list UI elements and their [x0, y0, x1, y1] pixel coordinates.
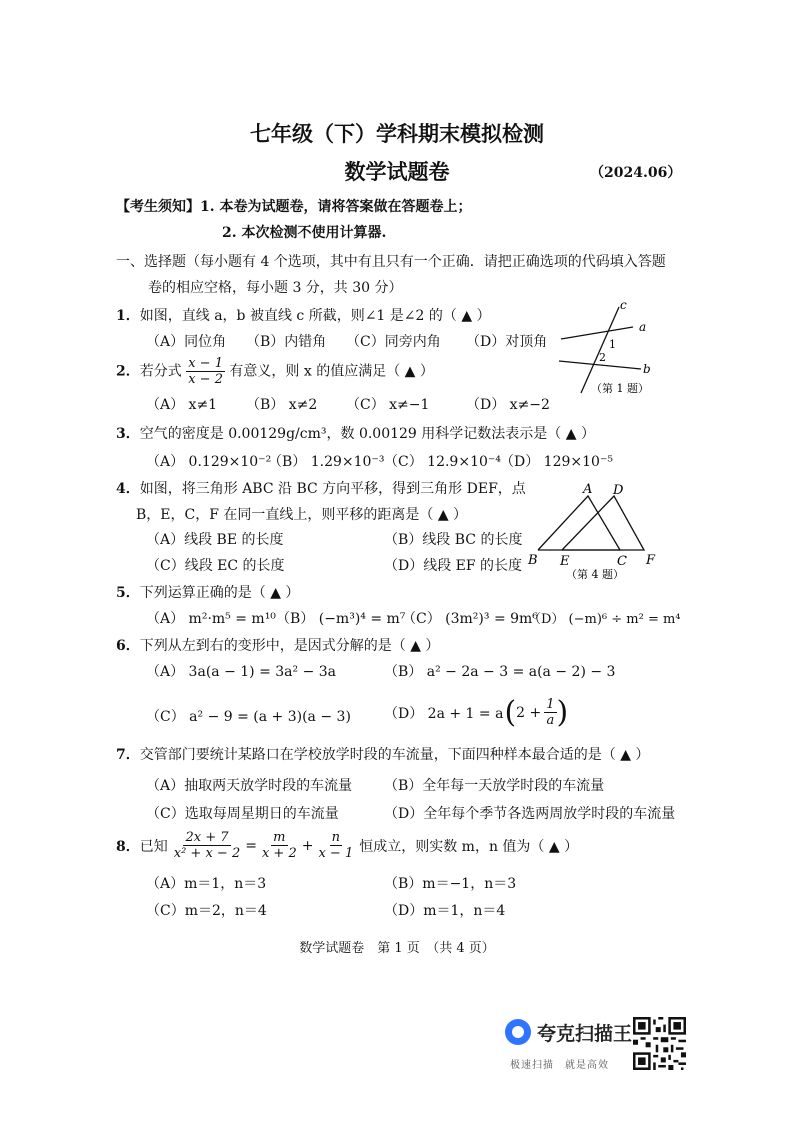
label-a: a [639, 320, 647, 334]
denominator: x − 2 [188, 372, 223, 387]
fraction-2 [260, 830, 299, 861]
notice-label: 【考生须知】 [116, 199, 200, 215]
q5-option-d: （D） (−m)⁶ ÷ m² = m⁴ [528, 612, 681, 627]
q2-option-c: （C） x≠−1 [346, 397, 430, 413]
question-number: 7． [116, 747, 140, 763]
q6-option-d-pre: （D） 2a + 1 = a [384, 705, 504, 722]
question-post: 恒成立，则实数 m，n 值为（ ▲ ） [359, 838, 579, 855]
q3-option-a: （A） 0.129×10⁻² [146, 454, 272, 470]
label-E: E [560, 554, 570, 569]
label-C: C [617, 554, 627, 569]
question-6 [116, 635, 439, 655]
fraction [544, 697, 556, 728]
question-8 [116, 830, 578, 861]
q7-option-b: （B）全年每一天放学时段的车流量 [384, 778, 605, 794]
question-number: 3． [116, 426, 140, 442]
line-a [561, 327, 633, 339]
denominator: x² + x − 2 [173, 846, 241, 861]
left-paren: ( [504, 694, 517, 730]
q6-option-d [384, 694, 569, 730]
question-number: 4． [116, 481, 140, 497]
q7-option-d: （D）全年每个季节各选两周放学时段的车流量 [384, 806, 676, 822]
denominator: x − 1 [318, 846, 354, 861]
question-number: 2． [116, 363, 140, 380]
q3-option-b: （B） 1.29×10⁻³ [268, 454, 385, 470]
notice-item-2: 2. 本次检测不使用计算器. [222, 225, 387, 241]
question-1 [116, 305, 491, 325]
section-1-heading-cont: 卷的相应空格，每小题 3 分，共 30 分） [148, 280, 403, 296]
q6-option-c: （C） a² − 9 = (a + 3)(a − 3) [146, 709, 351, 725]
question-3 [116, 423, 595, 443]
numerator: m [273, 830, 286, 845]
angle-2-label: 2 [599, 351, 606, 364]
numerator: x − 1 [188, 356, 223, 371]
question-pre: 已知 [139, 838, 168, 855]
q7-option-c: （C）选取每周星期日的车流量 [146, 806, 339, 822]
q6-option-d-int: 2 + [516, 704, 542, 721]
plus-sign: + [301, 837, 314, 854]
scanner-app-name: 夸克扫描王 [537, 1023, 633, 1045]
question-7 [116, 744, 649, 764]
question-pre: 若分式 [139, 363, 182, 380]
q4-option-d: （D）线段 EF 的长度 [384, 558, 523, 574]
question-number: 8． [116, 838, 140, 855]
q2-option-d: （D） x≠−2 [466, 397, 550, 413]
exam-date: （2024.06） [590, 165, 682, 181]
scanner-logo-icon [505, 1019, 531, 1045]
question-post: 有意义，则 x 的值应满足（ ▲ ） [229, 363, 434, 380]
q1-option-c: （C）同旁内角 [346, 334, 441, 350]
numerator: n [331, 830, 341, 845]
label-F: F [646, 553, 656, 568]
exam-subtitle: 数学试题卷 [344, 160, 450, 184]
right-paren: ) [556, 694, 569, 730]
figure-caption: （第 1 题） [591, 382, 649, 395]
section-1-heading: 一、选择题（每小题有 4 个选项，其中有且只有一个正确．请把正确选项的代码填入答题 [116, 254, 666, 270]
exam-title: 七年级（下）学科期末模拟检测 [250, 122, 544, 146]
question-stem: 交管部门要统计某路口在学校放学时段的车流量，下面四种样本最合适的是（ ▲ ） [139, 747, 650, 763]
notice-line-1 [116, 196, 472, 216]
page-footer: 数学试题卷 第 1 页 （共 4 页） [299, 941, 495, 956]
q3-option-c: （C） 12.9×10⁻⁴ [384, 454, 501, 470]
label-D: D [613, 483, 624, 498]
question-stem: 下列运算正确的是（ ▲ ） [139, 585, 300, 601]
q1-option-b: （B）内错角 [246, 334, 327, 350]
qr-code-icon [633, 1017, 686, 1070]
equals-sign: = [245, 837, 257, 854]
triangle-def [562, 496, 644, 550]
fraction-3 [316, 830, 355, 861]
q1-figure [555, 295, 665, 405]
question-2 [116, 356, 434, 387]
q6-option-b: （B） a² − 2a − 3 = a(a − 2) − 3 [384, 664, 616, 680]
q8-option-c: （C）m＝2，n＝4 [146, 903, 267, 919]
q4-figure [522, 478, 662, 584]
q4-option-c: （C）线段 EC 的长度 [146, 558, 285, 574]
label-B: B [528, 553, 538, 568]
fraction-1 [172, 830, 242, 861]
question-stem-line-1: 如图，将三角形 ABC 沿 BC 方向平移，得到三角形 DEF，点 [139, 481, 526, 497]
q6-option-a: （A） 3a(a − 1) = 3a² − 3a [146, 664, 337, 680]
denominator: x + 2 [261, 846, 297, 861]
q2-option-b: （B） x≠2 [246, 397, 318, 413]
fraction [186, 356, 225, 387]
q2-option-a: （A） x≠1 [146, 397, 218, 413]
question-number: 1． [116, 308, 140, 324]
question-number: 5． [116, 585, 140, 601]
numerator: 2x + 7 [185, 830, 229, 845]
q8-option-b: （B）m＝−1，n＝3 [384, 876, 517, 892]
question-number: 6． [116, 638, 140, 654]
q7-option-a: （A）抽取两天放学时段的车流量 [146, 778, 353, 794]
label-b: b [643, 362, 651, 376]
label-c: c [620, 298, 627, 312]
q5-option-a: （A） m²·m⁵ = m¹⁰ [146, 611, 276, 627]
q3-option-d: （D） 129×10⁻⁵ [500, 454, 613, 470]
q5-option-b: （B） (−m³)⁴ = m⁷ [276, 611, 406, 627]
question-4 [116, 478, 526, 498]
question-4-stem-line-2: B，E，C，F 在同一直线上，则平移的距离是（ ▲ ） [136, 507, 468, 523]
q4-option-a: （A）线段 BE 的长度 [146, 532, 284, 548]
question-stem: 下列从左到右的变形中，是因式分解的是（ ▲ ） [139, 638, 440, 654]
angle-1-label: 1 [609, 338, 616, 351]
numerator: 1 [546, 697, 555, 712]
q4-option-b: （B）线段 BC 的长度 [384, 532, 523, 548]
q1-option-d: （D）对顶角 [466, 334, 548, 350]
q8-option-a: （A）m＝1，n＝3 [146, 876, 267, 892]
denominator: a [546, 713, 555, 728]
figure-caption: （第 4 题） [566, 568, 624, 581]
q5-option-c: （C） (3m²)³ = 9m⁶ [402, 611, 538, 627]
q1-option-a: （A）同位角 [146, 334, 227, 350]
scanner-tagline: 极速扫描 就是高效 [510, 1060, 609, 1071]
label-A: A [583, 482, 593, 497]
question-stem: 如图，直线 a，b 被直线 c 所截，则∠1 是∠2 的（ ▲ ） [139, 308, 491, 324]
question-5 [116, 582, 299, 602]
notice-item-1: 1. 本卷为试题卷，请将答案做在答题卷上； [200, 199, 472, 215]
triangle-abc [538, 496, 620, 550]
q8-option-d: （D）m＝1，n＝4 [384, 903, 506, 919]
question-stem: 空气的密度是 0.00129g/cm³，数 0.00129 用科学记数法表示是（ ▲ ） [139, 426, 595, 442]
